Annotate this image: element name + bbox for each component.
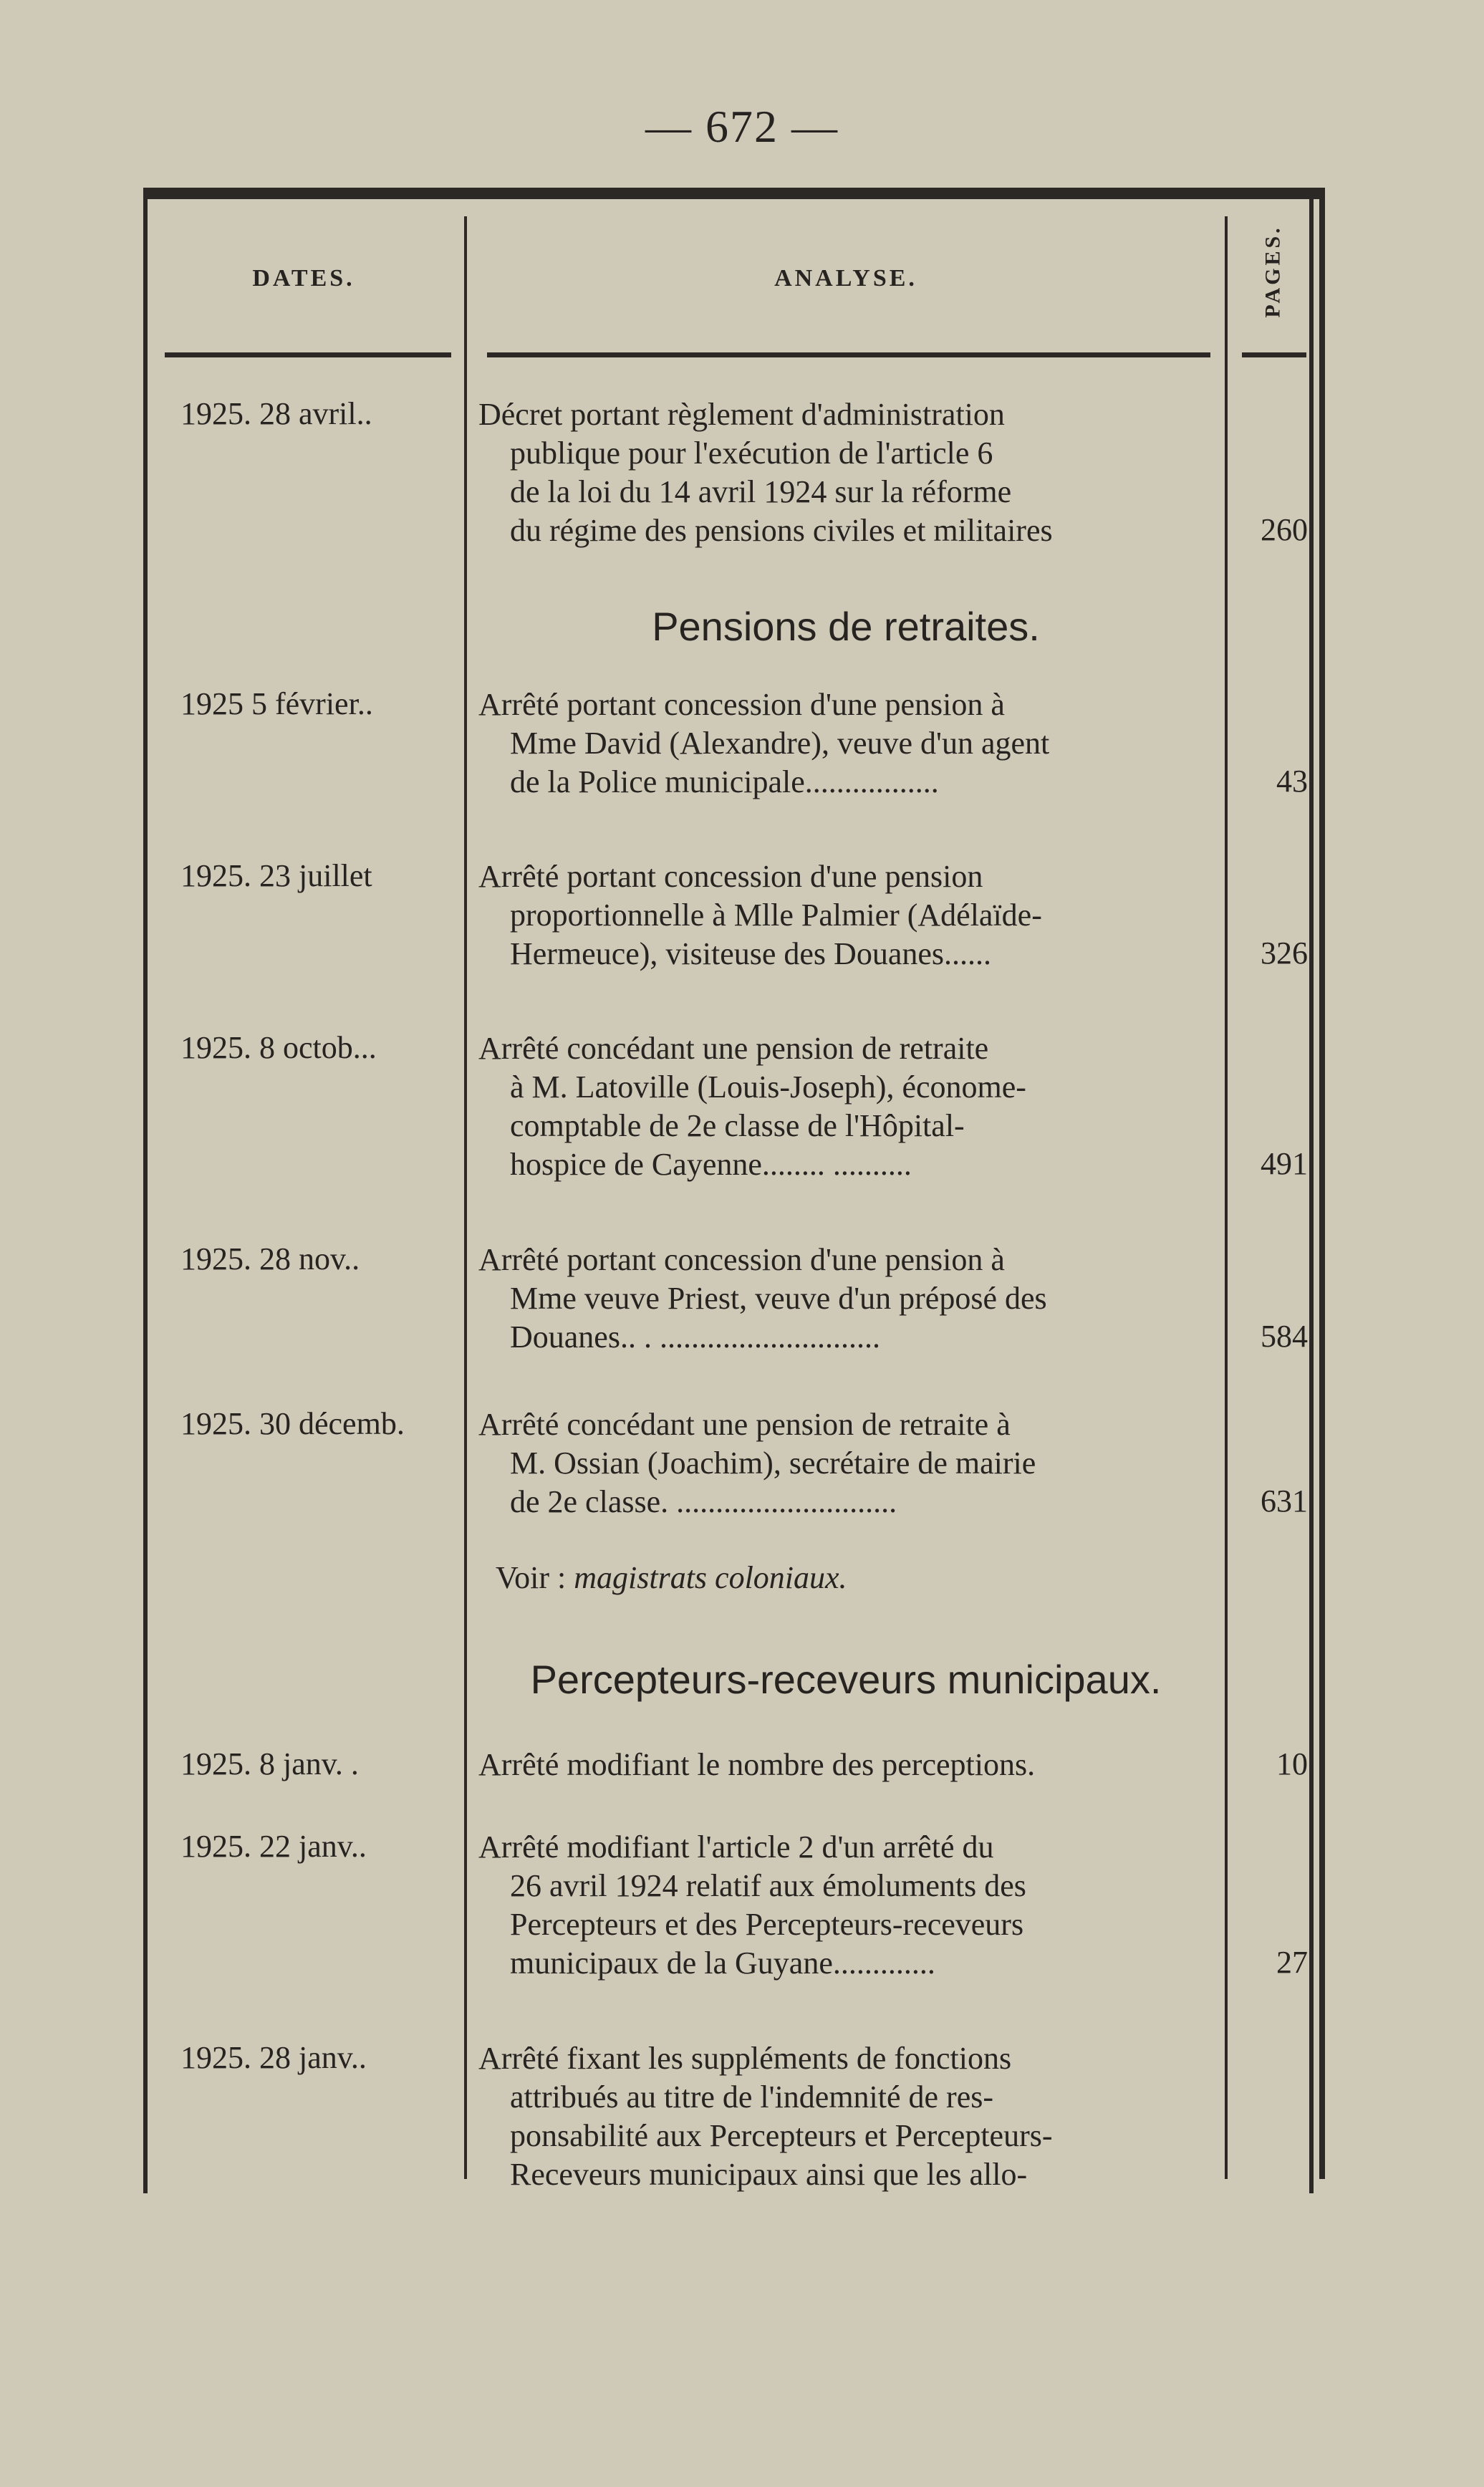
entry-date: 1925. 30 décemb. — [180, 1406, 405, 1441]
entry-date: 1925. 8 janv. . — [180, 1746, 359, 1781]
column-divider-dates — [464, 216, 467, 2179]
entry-line: Décret portant règlement d'administration — [478, 397, 1005, 432]
entry-date: 1925. 22 janv.. — [180, 1829, 367, 1864]
entry-line: du régime des pensions civiles et militaires — [510, 513, 1053, 548]
entry-line: Mme veuve Priest, veuve d'un préposé des — [510, 1281, 1047, 1316]
header-rule-analyse — [487, 352, 1210, 357]
entry-date: 1925. 8 octob... — [180, 1030, 377, 1065]
section-title: Pensions de retraites. — [652, 604, 1040, 649]
entry-line: Arrêté modifiant l'article 2 d'un arrêté du — [478, 1829, 994, 1865]
entry-line: de 2e classe. ............................ — [510, 1484, 897, 1519]
index-table — [143, 188, 1325, 2193]
entry-analysis — [478, 2039, 1218, 2194]
see-also-note — [496, 1559, 847, 1596]
entry-line: Arrêté concédant une pension de retraite — [478, 1031, 989, 1066]
section-title: Percepteurs-receveurs municipaux. — [530, 1657, 1162, 1702]
entry-line: Arrêté modifiant le nombre des perceptions. — [478, 1747, 1036, 1782]
entry-line: Arrêté portant concession d'une pension à — [478, 1242, 1005, 1277]
header-pages: PAGES. — [1261, 225, 1286, 318]
entry-line: comptable de 2e classe de l'Hôpital- — [510, 1108, 965, 1143]
entry-line: attribués au titre de l'indemnité de res- — [510, 2079, 994, 2115]
see-also-label: Voir : — [496, 1560, 567, 1595]
table-top-rule — [143, 188, 1322, 199]
entry-line: municipaux de la Guyane............. — [510, 1945, 935, 1981]
page-number: — 672 — — [645, 101, 839, 152]
header-pages-wrapper — [1245, 218, 1302, 325]
header-analyse: ANALYSE. — [774, 265, 917, 292]
table-right-border — [1319, 188, 1325, 2179]
entry-analysis — [478, 686, 1218, 802]
entry-line: de la Police municipale................. — [510, 764, 939, 799]
entry-page-ref: 260 — [1261, 512, 1308, 547]
entry-page-ref: 326 — [1261, 935, 1308, 971]
entry-analysis — [478, 1029, 1218, 1184]
header-rule-dates — [165, 352, 451, 357]
entry-page-ref: 631 — [1261, 1483, 1308, 1519]
entry-line: ponsabilité aux Percepteurs et Percepteurs- — [510, 2118, 1053, 2153]
entry-page-ref: 584 — [1261, 1319, 1308, 1354]
entry-line: M. Ossian (Joachim), secrétaire de mairie — [510, 1445, 1036, 1481]
entry-line: 26 avril 1924 relatif aux émoluments des — [510, 1868, 1026, 1903]
entry-date: 1925. 28 nov.. — [180, 1241, 360, 1276]
entry-line: Douanes.. . ............................ — [510, 1319, 880, 1355]
entry-page-ref: 491 — [1261, 1146, 1308, 1181]
column-divider-analyse — [1225, 216, 1228, 2179]
entry-analysis — [478, 1746, 1218, 1784]
entry-date: 1925 5 février.. — [180, 686, 373, 721]
entry-analysis — [478, 857, 1218, 973]
entry-analysis — [478, 1241, 1218, 1357]
entry-line: à M. Latoville (Louis-Joseph), économe- — [510, 1069, 1026, 1105]
entry-date: 1925. 23 juillet — [180, 858, 372, 893]
entry-line: Hermeuce), visiteuse des Douanes...... — [510, 936, 992, 971]
entry-page-ref: 27 — [1276, 1945, 1308, 1980]
entry-line: proportionnelle à Mlle Palmier (Adélaïde- — [510, 898, 1042, 933]
entry-line: Arrêté concédant une pension de retraite à — [478, 1407, 1011, 1442]
entry-line: hospice de Cayenne........ .......... — [510, 1147, 912, 1182]
see-also-reference: magistrats coloniaux. — [574, 1560, 847, 1595]
header-dates: DATES. — [252, 265, 355, 292]
entry-date: 1925. 28 avril.. — [180, 396, 372, 431]
entry-date: 1925. 28 janv.. — [180, 2040, 367, 2075]
entry-analysis — [478, 1405, 1218, 1521]
entry-line: Percepteurs et des Percepteurs-receveurs — [510, 1907, 1024, 1942]
entry-line: Receveurs municipaux ainsi que les allo- — [510, 2157, 1028, 2192]
entry-line: publique pour l'exécution de l'article 6 — [510, 436, 993, 471]
column-divider-pages — [1309, 199, 1314, 2193]
entry-line: Mme David (Alexandre), veuve d'un agent — [510, 726, 1050, 761]
entry-line: de la loi du 14 avril 1924 sur la réforme — [510, 474, 1012, 509]
entry-line: Arrêté fixant les suppléments de fonctions — [478, 2041, 1012, 2076]
entry-page-ref: 10 — [1276, 1746, 1308, 1781]
header-rule-pages — [1242, 352, 1306, 357]
entry-analysis — [478, 1828, 1218, 1983]
table-left-border — [143, 199, 148, 2193]
entry-page-ref: 43 — [1276, 764, 1308, 799]
entry-line: Arrêté portant concession d'une pension — [478, 859, 983, 894]
entry-analysis — [478, 395, 1218, 550]
entry-line: Arrêté portant concession d'une pension à — [478, 687, 1005, 722]
